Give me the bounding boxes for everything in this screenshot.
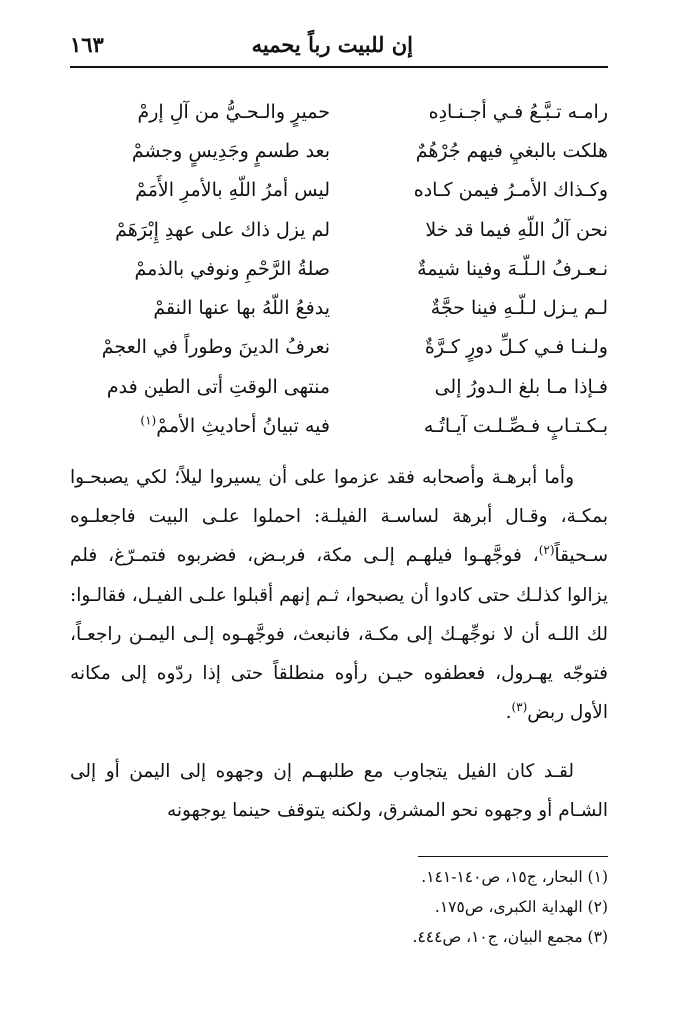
- body-paragraph: [70, 458, 608, 732]
- page-header: [70, 28, 608, 68]
- verse-second-hemistich: صلةُ الرَّحْمِ ونوفي بالذممْ: [134, 257, 330, 280]
- poem-verse: [72, 328, 608, 367]
- footnote: (٢) الهداية الكبرى، ص١٧٥.: [434, 898, 608, 916]
- verse-text: فيه تبيانُ أحاديثِ الأممْ: [156, 415, 330, 438]
- verse-first-hemistich: نحن آلُ اللّهِ فيما قد خلا: [425, 218, 608, 241]
- footnote-marker: (١): [140, 413, 157, 428]
- poem: [72, 92, 608, 446]
- verse-second-hemistich: [72, 415, 330, 437]
- footnote: (١) البحار، ج١٥، ص١٤٠-١٤١.: [421, 868, 608, 886]
- poem-verse: [72, 367, 608, 406]
- verse-second-hemistich: لم يزل ذاك على عهدِ إِبْرَهَمْ: [115, 218, 330, 241]
- verse-second-hemistich: حميرٍ والـحـيُّ من آلِ إرمْ: [137, 100, 330, 123]
- paragraph-text: لقـد كان الفيل يتجاوب مع طلبهـم إن وجهوه إلى اليمن أو إلى الشـام أو وجهوه نحو المشرق، ولكنه يتوقف حينما يوجهونه: [70, 761, 608, 822]
- paragraph-end: .: [505, 702, 512, 724]
- verse-first-hemistich: ولـنـا فـي كـلِّ دورٍ كـرَّةٌ: [424, 336, 608, 359]
- poem-verse: [72, 406, 608, 445]
- poem-verse: [72, 210, 608, 249]
- footnote: (٣) مجمع البيان، ج١٠، ص٤٤٤.: [412, 928, 608, 946]
- body-paragraph: [70, 752, 608, 830]
- verse-first-hemistich: رامـه تـبَّـعُ فـي أجـنـادِه: [428, 100, 608, 123]
- header-divider: [70, 66, 608, 68]
- verse-first-hemistich: لـم يـزل لـلّـهِ فينا حجَّةٌ: [430, 297, 608, 320]
- verse-second-hemistich: بعد طسمٍ وجَدِيسٍ وجشمْ: [131, 139, 330, 162]
- poem-verse: [72, 131, 608, 170]
- poem-verse: [72, 92, 608, 131]
- page-number: ١٦٣: [70, 32, 104, 57]
- poem-verse: [72, 249, 608, 288]
- poem-verse: [72, 171, 608, 210]
- verse-first-hemistich: بـكـتـابٍ فـصِّـلـت آيـاتُـه: [423, 415, 608, 438]
- footnotes: [70, 862, 608, 952]
- verse-first-hemistich: فـإذا مـا بلغ الـدورُ إلى: [434, 375, 608, 398]
- footnote-divider: [418, 856, 608, 857]
- verse-second-hemistich: يدفعُ اللّهُ بها عنها النقمْ: [153, 297, 330, 320]
- verse-first-hemistich: هلكت بالبغيِ فيهم جُرْهُمٌ: [415, 139, 608, 162]
- verse-second-hemistich: منتهى الوقتِ أتى الطين فدم: [106, 375, 330, 398]
- verse-first-hemistich: نـعـرفُ الـلّـهَ وفينا شيمةٌ: [417, 257, 608, 280]
- paragraph-text: ، فوجَّهـوا فيلهـم إلـى مكة، فربـض، فضربوه فتمـرّغ، فلم يزالوا كذلـك حتى كادوا أن يصبحوا، ثـم إنهم أقبلوا علـى الفيـل، فقالـوا: لك اللـه أن لا نوجِّهـك إلى مكـة، فانبعث، فوجَّهـوه إلـى اليمـن راجعـاً، فتوجّه يهـرول، فعطفوه حيـن رأوه منطلقاً حتى إذا ردّوه إلى مكانه الأول ربض: [70, 545, 608, 724]
- verse-second-hemistich: نعرفُ الدينَ وطوراً في العجمْ: [101, 336, 330, 359]
- running-title: إن للبيت رباً يحميه: [251, 32, 413, 57]
- poem-verse: [72, 288, 608, 327]
- footnote-marker: (٣): [511, 700, 528, 715]
- verse-second-hemistich: ليس أمرُ اللّهِ بالأمرِ الأَمَمْ: [135, 179, 330, 202]
- footnote-marker: (٢): [538, 543, 555, 558]
- paragraph-text: وأما أبرهـة وأصحابه فقد عزموا على أن يسيروا ليلاً؛ لكي يصبحـوا بمكـة، وقـال أبرهة لساسـة الفيلـة: احملوا علـى البيت فاجعلـوه سـحيقاً: [70, 467, 608, 567]
- verse-first-hemistich: وكـذاك الأمـرُ فيمن كـاده: [413, 179, 608, 202]
